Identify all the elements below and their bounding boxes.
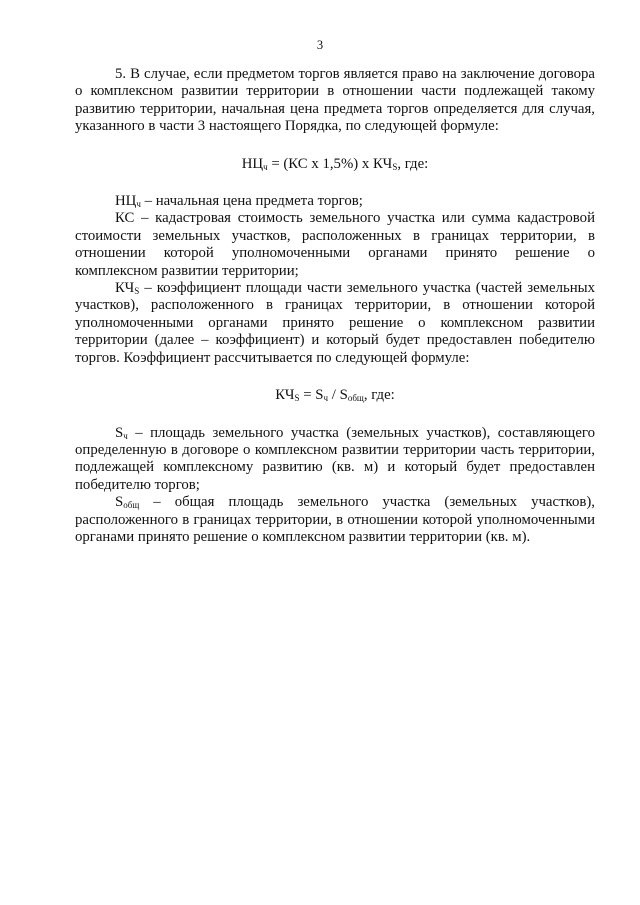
formula-coefficient — [75, 387, 595, 404]
def-sch-symbol: S — [115, 424, 124, 441]
def-nc-sub: ч — [136, 199, 141, 210]
formula1-middle-sub: S — [392, 161, 398, 172]
formula1-lhs-sub: ч — [263, 161, 268, 172]
def-kch-text: – коэффициент площади части земельного участка (частей земельных участков), расположенного в границах территории, в отношении которой уполномоченными органами принято решение о комплексном развитии территории (далее – коэффициент) и который будет предоставлен победителю торгов. Коэффициент рассчитывается по следующей формуле: — [75, 280, 595, 366]
formula2-b: = S — [299, 387, 324, 404]
formula1-lhs: НЦ — [241, 155, 264, 172]
formula2-a: КЧ — [275, 387, 295, 404]
def-kch-sub: S — [134, 286, 140, 297]
definition-sch — [75, 425, 595, 495]
definition-nc — [75, 193, 595, 210]
definition-kch — [75, 280, 595, 367]
def-nc-text: – начальная цена предмета торгов; — [140, 193, 363, 210]
formula2-tail: , где: — [363, 387, 395, 404]
def-nc-symbol: НЦ — [115, 193, 137, 210]
def-sobsh-symbol: S — [115, 494, 124, 511]
formula1-middle: = (КС x 1,5%) x КЧ — [267, 155, 393, 172]
definition-sobsh — [75, 494, 595, 546]
formula2-a-sub: S — [294, 393, 300, 404]
formula1-tail: , где: — [397, 155, 429, 172]
def-sobsh-text: – общая площадь земельного участка (земельных участков), расположенного в границах территории, в отношении которой уполномоченными органами принято решение о комплексном развитии территории (кв. м). — [75, 494, 595, 545]
formula2-c: / S — [328, 387, 348, 404]
definition-ks: КС – кадастровая стоимость земельного участка или сумма кадастровой стоимости земельных участков, расположенных в границах территории, в отношении которой уполномоченными органами принято решение о комплексном развитии территории; — [75, 210, 595, 279]
paragraph-5: 5. В случае, если предметом торгов является право на заключение договора о комплексном развитии территории в отношении части подлежащей такому развитию территории, начальная цена предмета торгов определяется для случая, указанного в части 3 настоящего Порядка, по следующей формуле: — [75, 66, 595, 135]
def-sch-text: – площадь земельного участка (земельных участков), составляющего определенную в договоре о комплексном развитии территории часть территории, подлежащей комплексному развитию (кв. м) и который будет предоставлен победителю торгов; — [75, 424, 595, 493]
document-body — [75, 66, 595, 546]
page-number: 3 — [316, 38, 324, 52]
def-sobsh-sub: общ — [123, 500, 140, 511]
formula-initial-price — [75, 156, 595, 173]
def-kch-symbol: КЧ — [115, 280, 135, 297]
formula2-b-sub: ч — [323, 393, 329, 404]
def-sch-sub: ч — [123, 430, 128, 441]
formula2-c-sub: общ — [347, 393, 364, 404]
